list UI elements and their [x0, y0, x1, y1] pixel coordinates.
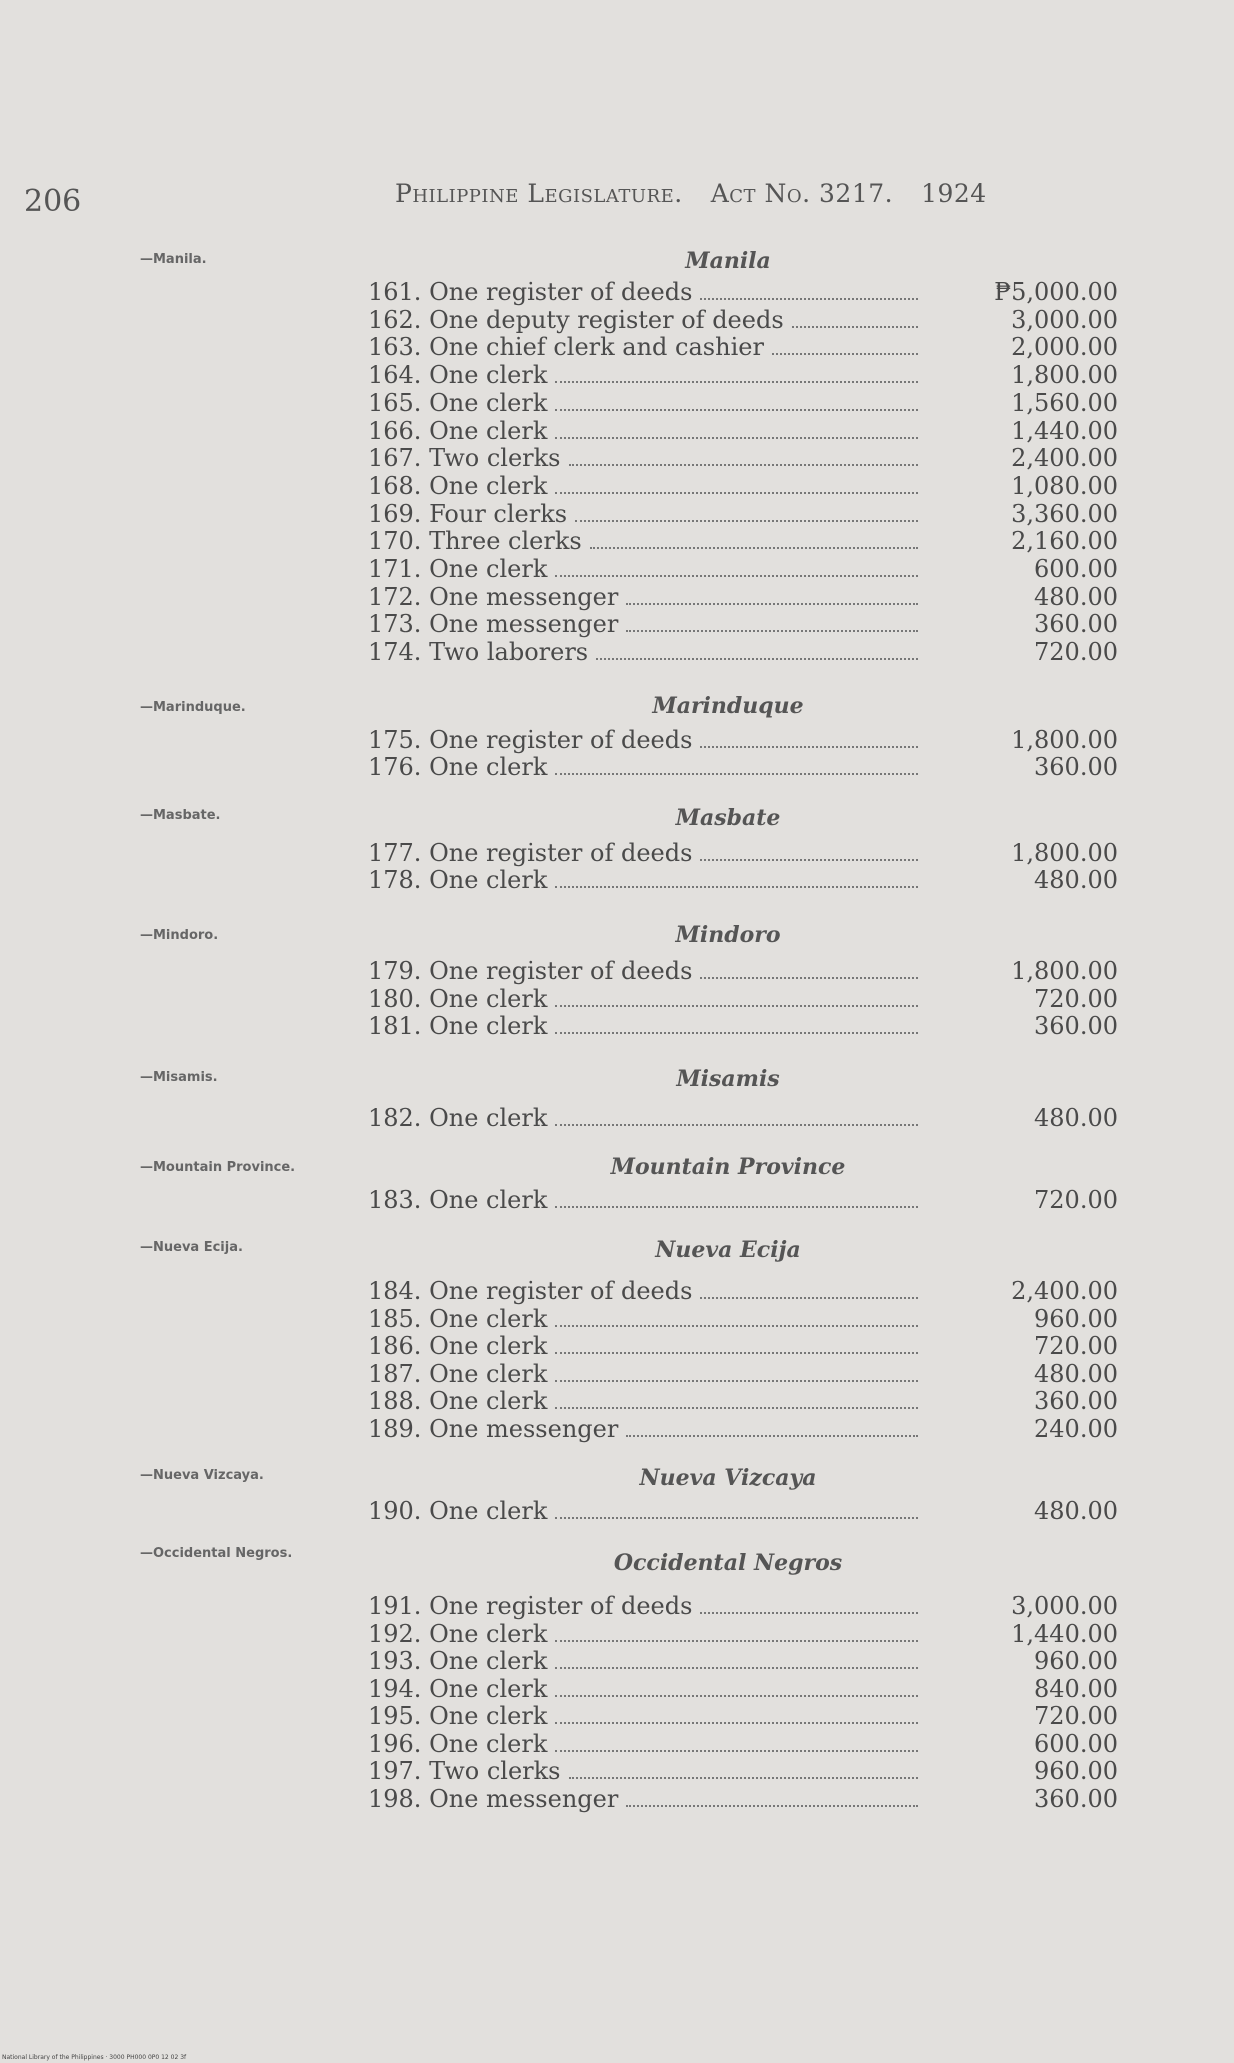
leader-dots	[700, 1612, 918, 1614]
line-item-description	[368, 1620, 922, 1648]
leader-dots	[700, 298, 918, 300]
line-item-amount: 1,800.00	[1011, 839, 1118, 867]
line-item-description	[368, 555, 922, 583]
leader-dots	[596, 658, 918, 660]
line-item-label: 193. One clerk	[368, 1647, 548, 1675]
leader-dots	[555, 1206, 918, 1208]
line-item-label: 165. One clerk	[368, 388, 548, 417]
line-item	[0, 753, 1234, 781]
line-item	[0, 1305, 1234, 1333]
line-item	[0, 1332, 1234, 1360]
line-item-label: 169. Four clerks	[368, 499, 568, 528]
leader-dots	[555, 773, 918, 775]
section-title: Nueva Ecija	[655, 1237, 801, 1263]
line-item-label: 191. One register of deeds	[368, 1592, 693, 1620]
line-item	[0, 1702, 1234, 1730]
section-title: Marinduque	[652, 693, 804, 719]
line-item-label: 171. One clerk	[368, 555, 548, 583]
line-item-amount: 2,400.00	[1011, 1277, 1118, 1305]
leader-dots	[569, 464, 919, 466]
line-item-description	[368, 306, 922, 334]
line-item-description	[368, 1592, 922, 1620]
line-item-label: 187. One clerk	[368, 1359, 548, 1388]
leader-dots	[555, 1032, 918, 1034]
line-item-amount: 360.00	[1034, 1012, 1118, 1040]
line-item	[0, 1620, 1234, 1648]
leader-dots	[590, 547, 918, 549]
line-item-label: 188. One clerk	[368, 1387, 548, 1415]
line-item	[0, 306, 1234, 334]
section-title: Masbate	[675, 805, 781, 831]
line-item-amount: 1,080.00	[1011, 471, 1118, 500]
line-item-label: 194. One clerk	[368, 1674, 548, 1703]
line-item-label: 163. One chief clerk and cashier	[368, 333, 764, 362]
line-item-label: 186. One clerk	[368, 1332, 548, 1360]
line-item-amount: 1,440.00	[1011, 416, 1118, 445]
line-item	[0, 278, 1234, 306]
line-item	[0, 610, 1234, 638]
line-item-label: 198. One messenger	[368, 1784, 619, 1813]
line-item-label: 178. One clerk	[368, 866, 548, 894]
line-item-description	[368, 1415, 922, 1443]
leader-dots	[555, 1640, 918, 1642]
line-item-label: 172. One messenger	[368, 582, 619, 611]
line-item-amount: 720.00	[1034, 984, 1118, 1013]
section-title: Mindoro	[675, 922, 781, 948]
line-item-amount: 480.00	[1034, 1104, 1118, 1132]
leader-dots	[555, 492, 918, 494]
margin-note: —Mountain Province.	[140, 1160, 296, 1175]
section-title: Nueva Vizcaya	[639, 1465, 817, 1491]
line-item-description	[368, 361, 922, 389]
line-item-amount: 480.00	[1034, 1359, 1118, 1388]
line-item	[0, 638, 1234, 666]
line-item-description	[368, 583, 922, 611]
leader-dots	[772, 353, 918, 355]
line-item	[0, 1785, 1234, 1813]
line-item-label: 179. One register of deeds	[368, 957, 693, 985]
line-item-label: 176. One clerk	[368, 753, 548, 781]
line-item-amount: 1,560.00	[1011, 388, 1118, 417]
line-item-amount: 360.00	[1034, 753, 1118, 781]
line-item-label: 183. One clerk	[368, 1186, 548, 1214]
margin-note: —Manila.	[140, 252, 207, 267]
line-item	[0, 1497, 1234, 1525]
margin-note: —Misamis.	[140, 1070, 218, 1085]
line-item-label: 192. One clerk	[368, 1619, 548, 1648]
leader-dots	[555, 1695, 918, 1697]
line-item-description	[368, 1730, 922, 1758]
line-item-label: 177. One register of deeds	[368, 839, 693, 867]
year: 1924	[921, 179, 987, 208]
line-item-amount: 360.00	[1034, 1387, 1118, 1415]
section-title: Mountain Province	[610, 1154, 846, 1180]
line-item-description	[368, 839, 922, 867]
line-item-description	[368, 1305, 922, 1333]
line-item-label: 182. One clerk	[368, 1104, 548, 1132]
leader-dots	[555, 1750, 918, 1752]
leader-dots	[700, 977, 918, 979]
line-item	[0, 1360, 1234, 1388]
leader-dots	[555, 437, 918, 439]
line-item-description	[368, 472, 922, 500]
line-item-description	[368, 444, 922, 472]
line-item-amount: 600.00	[1034, 555, 1118, 583]
act-number: Act No. 3217.	[710, 179, 894, 208]
leader-dots	[555, 1407, 918, 1409]
line-item	[0, 555, 1234, 583]
line-item-description	[368, 726, 922, 754]
line-item	[0, 1647, 1234, 1675]
line-item-description	[368, 1360, 922, 1388]
line-item	[0, 500, 1234, 528]
line-item-amount: ₱5,000.00	[994, 278, 1118, 306]
line-item-description	[368, 1104, 922, 1132]
margin-note: —Mindoro.	[140, 928, 219, 943]
line-item	[0, 1277, 1234, 1305]
line-item-amount: 480.00	[1034, 1497, 1118, 1525]
leader-dots	[700, 859, 918, 861]
line-item-amount: 3,000.00	[1011, 1592, 1118, 1620]
line-item-description	[368, 527, 922, 555]
leader-dots	[569, 1777, 919, 1779]
line-item-amount: 480.00	[1034, 866, 1118, 894]
line-item-amount: 360.00	[1034, 1784, 1118, 1813]
line-item-label: 173. One messenger	[368, 610, 619, 639]
leader-dots	[626, 630, 918, 632]
line-item-description	[368, 1387, 922, 1415]
line-item-amount: 1,800.00	[1011, 957, 1118, 985]
leader-dots	[626, 1805, 918, 1807]
line-item-description	[368, 417, 922, 445]
line-item	[0, 361, 1234, 389]
section-title: Manila	[685, 248, 771, 274]
line-item-label: 197. Two clerks	[368, 1757, 561, 1785]
leader-dots	[555, 886, 918, 888]
margin-note: —Masbate.	[140, 808, 221, 823]
line-item	[0, 866, 1234, 894]
running-head	[395, 179, 987, 208]
line-item-description	[368, 1012, 922, 1040]
leader-dots	[555, 1352, 918, 1354]
leader-dots	[555, 1380, 918, 1382]
line-item-label: 164. One clerk	[368, 361, 548, 390]
leader-dots	[792, 326, 918, 328]
line-item	[0, 444, 1234, 472]
line-item-amount: 360.00	[1034, 610, 1118, 639]
line-item-description	[368, 866, 922, 894]
leader-dots	[555, 409, 918, 411]
line-item-label: 170. Three clerks	[368, 527, 582, 556]
line-item-label: 174. Two laborers	[368, 638, 589, 667]
leader-dots	[555, 1005, 918, 1007]
line-item	[0, 985, 1234, 1013]
line-item-amount: 840.00	[1034, 1674, 1118, 1703]
leader-dots	[555, 575, 918, 577]
line-item	[0, 1592, 1234, 1620]
section-title: Occidental Negros	[613, 1550, 843, 1576]
line-item-description	[368, 638, 922, 666]
line-item	[0, 1104, 1234, 1132]
line-item-label: 168. One clerk	[368, 471, 548, 500]
leader-dots	[555, 1722, 918, 1724]
line-item	[0, 726, 1234, 754]
margin-note: —Occidental Negros.	[140, 1546, 293, 1561]
line-item-description	[368, 278, 922, 306]
footer-credit: National Library of the Philippines · 3000 PH000 0P0 12 02 3f	[2, 2054, 187, 2061]
page-number: 206	[24, 184, 82, 219]
line-item-label: 166. One clerk	[368, 416, 548, 445]
line-item-description	[368, 957, 922, 985]
line-item	[0, 957, 1234, 985]
line-item	[0, 1387, 1234, 1415]
line-item-description	[368, 333, 922, 361]
line-item-label: 161. One register of deeds	[368, 278, 693, 306]
line-item-label: 181. One clerk	[368, 1012, 548, 1040]
line-item-description	[368, 1785, 922, 1813]
line-item-amount: 2,000.00	[1011, 333, 1118, 362]
line-item-description	[368, 753, 922, 781]
line-item	[0, 583, 1234, 611]
line-item-description	[368, 985, 922, 1013]
line-item	[0, 1730, 1234, 1758]
line-item-label: 162. One deputy register of deeds	[368, 305, 784, 334]
line-item-description	[368, 389, 922, 417]
leader-dots	[700, 1297, 918, 1299]
line-item-amount: 960.00	[1034, 1304, 1118, 1333]
line-item	[0, 1675, 1234, 1703]
line-item-description	[368, 1675, 922, 1703]
line-item	[0, 1012, 1234, 1040]
line-item-description	[368, 1757, 922, 1785]
line-item-amount: 3,000.00	[1011, 305, 1118, 334]
publisher-title: Philippine Legislature.	[395, 179, 683, 208]
leader-dots	[626, 1435, 918, 1437]
line-item-label: 190. One clerk	[368, 1497, 548, 1525]
line-item-label: 167. Two clerks	[368, 444, 561, 473]
line-item	[0, 1415, 1234, 1443]
leader-dots	[700, 746, 918, 748]
margin-note: —Marinduque.	[140, 700, 246, 715]
line-item-amount: 720.00	[1034, 1332, 1118, 1360]
line-item	[0, 1186, 1234, 1214]
line-item	[0, 389, 1234, 417]
line-item-description	[368, 500, 922, 528]
line-item-label: 175. One register of deeds	[368, 726, 693, 754]
leader-dots	[555, 381, 918, 383]
line-item-amount: 2,400.00	[1011, 444, 1118, 473]
margin-note: —Nueva Ecija.	[140, 1240, 243, 1255]
line-item-description	[368, 1186, 922, 1214]
line-item-amount: 1,440.00	[1011, 1619, 1118, 1648]
line-item	[0, 417, 1234, 445]
line-item-description	[368, 1702, 922, 1730]
line-item-amount: 3,360.00	[1011, 499, 1118, 528]
line-item-amount: 1,800.00	[1011, 726, 1118, 754]
leader-dots	[555, 1325, 918, 1327]
line-item-label: 195. One clerk	[368, 1702, 548, 1730]
margin-note: —Nueva Vizcaya.	[140, 1468, 264, 1483]
line-item-description	[368, 1277, 922, 1305]
line-item-description	[368, 1332, 922, 1360]
line-item-amount: 480.00	[1034, 582, 1118, 611]
line-item-amount: 1,800.00	[1011, 361, 1118, 390]
line-item	[0, 839, 1234, 867]
leader-dots	[555, 1667, 918, 1669]
line-item-description	[368, 1497, 922, 1525]
line-item-amount: 2,160.00	[1011, 527, 1118, 556]
line-item-amount: 240.00	[1034, 1414, 1118, 1443]
line-item-label: 189. One messenger	[368, 1414, 619, 1443]
line-item-amount: 720.00	[1034, 638, 1118, 667]
line-item-description	[368, 610, 922, 638]
leader-dots	[626, 603, 918, 605]
line-item	[0, 527, 1234, 555]
line-item	[0, 472, 1234, 500]
line-item-amount: 720.00	[1034, 1186, 1118, 1214]
line-item-label: 196. One clerk	[368, 1729, 548, 1758]
line-item-label: 180. One clerk	[368, 984, 548, 1013]
leader-dots	[555, 1124, 918, 1126]
line-item-amount: 600.00	[1034, 1729, 1118, 1758]
section-title: Misamis	[676, 1066, 780, 1092]
line-item-label: 185. One clerk	[368, 1304, 548, 1333]
leader-dots	[575, 520, 918, 522]
line-item	[0, 333, 1234, 361]
line-item-amount: 960.00	[1034, 1647, 1118, 1675]
line-item	[0, 1757, 1234, 1785]
line-item-label: 184. One register of deeds	[368, 1277, 693, 1305]
leader-dots	[555, 1517, 918, 1519]
line-item-amount: 720.00	[1034, 1702, 1118, 1730]
line-item-description	[368, 1647, 922, 1675]
line-item-amount: 960.00	[1034, 1757, 1118, 1785]
